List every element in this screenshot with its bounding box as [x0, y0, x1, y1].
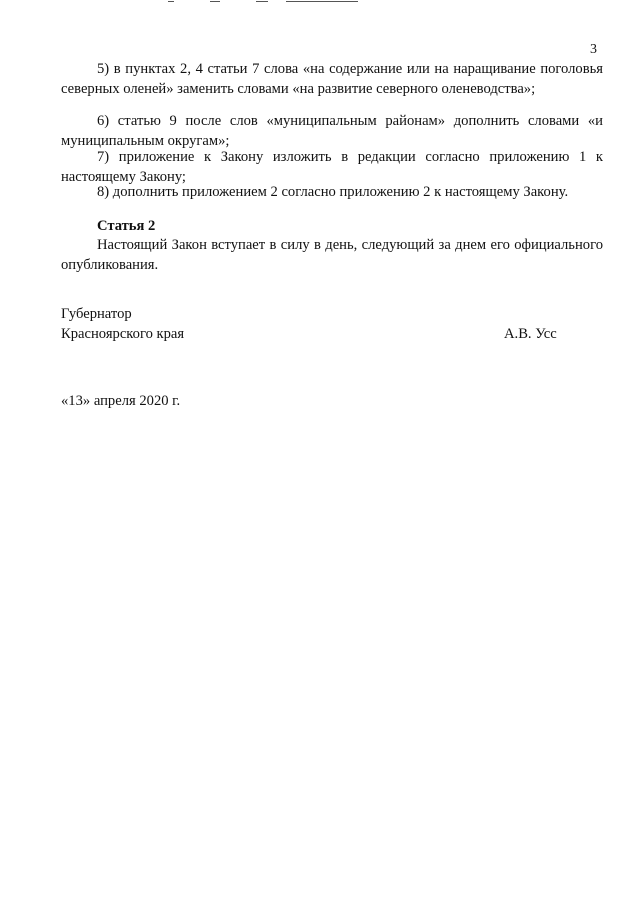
signature-name: А.В. Усс [504, 326, 557, 342]
page-number: 3 [590, 42, 597, 57]
top-edge-marks [160, 0, 380, 4]
item-5-paragraph: 5) в пунктах 2, 4 статьи 7 слова «на содержание или на наращивание поголовья северных оленей» заменить словами «на развитие северного оленеводства»; [61, 61, 603, 97]
signature-title [61, 304, 184, 344]
document-date: «13» апреля 2020 г. [61, 393, 181, 409]
item-8-paragraph: 8) дополнить приложением 2 согласно приложению 2 к настоящему Закону. [97, 184, 569, 200]
item-7-paragraph: 7) приложение к Закону изложить в редакции согласно приложению 1 к настоящему Закону; [61, 149, 603, 185]
item-6-paragraph: 6) статью 9 после слов «муниципальным районам» дополнить словами «и муниципальным округам»; [61, 113, 603, 149]
article-2-text: Настоящий Закон вступает в силу в день, следующий за днем его официального опубликования. [61, 237, 603, 273]
signature-title-line2: Красноярского края [61, 326, 185, 342]
article-2-heading: Статья 2 [97, 218, 156, 234]
signature-title-line1: Губернатор [61, 306, 132, 322]
